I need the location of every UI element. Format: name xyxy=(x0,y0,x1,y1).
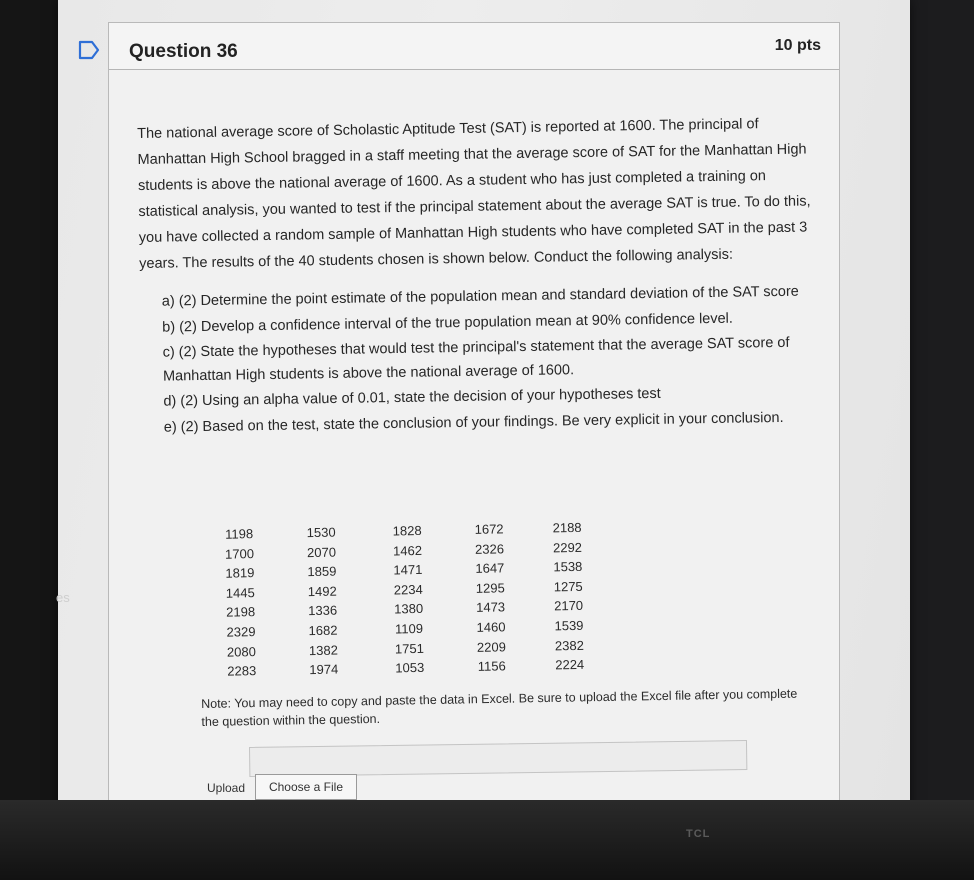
data-cell: 1445 xyxy=(225,584,255,601)
instruction-note: Note: You may need to copy and paste the data in Excel. Be sure to upload the Excel file after you complete the question within the question. xyxy=(201,686,798,729)
data-cell: 1382 xyxy=(308,642,339,658)
data-cell: 1473 xyxy=(476,599,506,616)
choose-file-button[interactable]: Choose a File xyxy=(255,774,357,800)
data-cell: 1460 xyxy=(476,619,506,635)
data-cell: 1530 xyxy=(306,524,336,541)
data-cell: 1053 xyxy=(395,660,425,676)
question-header xyxy=(109,23,839,70)
data-cell: 1156 xyxy=(477,658,506,675)
part-e: e) (2) Based on the test, state the conclusion of your findings. Be very explicit in your conclusion. xyxy=(163,409,784,436)
question-points: 10 pts xyxy=(774,37,821,54)
data-cell: 1198 xyxy=(225,526,254,542)
data-cell: 1647 xyxy=(475,560,505,577)
part-b: b) (2) Develop a confidence interval of the true population mean at 90% confidence level. xyxy=(162,310,733,336)
question-body xyxy=(137,110,832,441)
question-intro: The national average score of Scholastic Aptitude Test (SAT) is reported at 1600. The principal of Manhattan High School bragged in a staff meeting that the average score of SAT for the Manhattan High students is above the national average of 1600. As a student who has just completed a training on statistical analysis, you wanted to test if the principal statement about the average SAT is true. To do this, you have collected a random sample of Manhattan High students who have completed SAT in the past 3 years. The results of the 40 students chosen is shown below. Conduct the following analysis: xyxy=(137,116,811,272)
data-cell: 2198 xyxy=(226,604,256,621)
data-cell: 1380 xyxy=(394,601,424,617)
question-title: Question 36 xyxy=(129,41,238,62)
data-column-4 xyxy=(459,519,522,677)
data-cell: 1295 xyxy=(475,580,505,596)
part-a: a) (2) Determine the point estimate of the population mean and standard deviation of the SAT score xyxy=(161,283,799,310)
data-cell: 2234 xyxy=(393,581,423,598)
data-cell: 1275 xyxy=(553,578,583,595)
data-cell: 1700 xyxy=(224,545,255,562)
data-cell: 2188 xyxy=(552,519,582,536)
data-cell: 1819 xyxy=(225,565,255,581)
data-cell: 2070 xyxy=(306,544,337,560)
question-card xyxy=(108,22,840,853)
data-cell: 1859 xyxy=(307,563,337,580)
monitor-bezel xyxy=(0,800,974,880)
upload-dropzone[interactable] xyxy=(249,740,747,777)
data-cell: 2080 xyxy=(226,643,257,660)
data-cell: 2382 xyxy=(554,637,584,653)
data-cell: 2326 xyxy=(474,540,505,557)
monitor-brand: TCL xyxy=(686,828,711,840)
part-d: d) (2) Using an alpha value of 0.01, state the decision of your hypotheses test xyxy=(163,385,661,410)
sidebar-text: es xyxy=(56,590,70,605)
data-cell: 1682 xyxy=(308,622,338,639)
data-cell: 1336 xyxy=(308,602,338,619)
data-cell: 1539 xyxy=(554,617,584,634)
upload-label: Upload xyxy=(207,781,246,795)
data-column-5 xyxy=(537,518,600,676)
part-c: c) (2) State the hypotheses that would test the principal's statement that the average SAT score of Manhattan High students is above the national average of 1600. xyxy=(162,334,790,385)
data-cell: 1471 xyxy=(393,562,423,578)
data-cell: 2292 xyxy=(552,539,583,555)
left-gutter xyxy=(0,0,58,880)
data-cell: 1828 xyxy=(392,522,422,539)
data-cell: 1492 xyxy=(307,583,337,599)
data-cell: 1538 xyxy=(553,559,583,575)
data-column-2 xyxy=(291,522,354,680)
data-cell: 1109 xyxy=(394,620,424,637)
flag-icon[interactable] xyxy=(78,40,100,60)
data-cell: 1672 xyxy=(474,521,504,537)
data-cell: 1751 xyxy=(394,640,424,657)
data-cell: 2170 xyxy=(554,598,584,614)
data-cell: 2209 xyxy=(476,638,506,655)
data-column-3 xyxy=(377,521,440,679)
question-parts xyxy=(140,278,832,441)
data-cell: 2329 xyxy=(226,624,256,640)
data-cell: 1974 xyxy=(309,661,339,678)
data-cell: 2283 xyxy=(227,663,257,679)
data-column-1 xyxy=(209,524,272,682)
data-cell: 1462 xyxy=(392,542,423,559)
data-cell: 2224 xyxy=(555,656,585,673)
